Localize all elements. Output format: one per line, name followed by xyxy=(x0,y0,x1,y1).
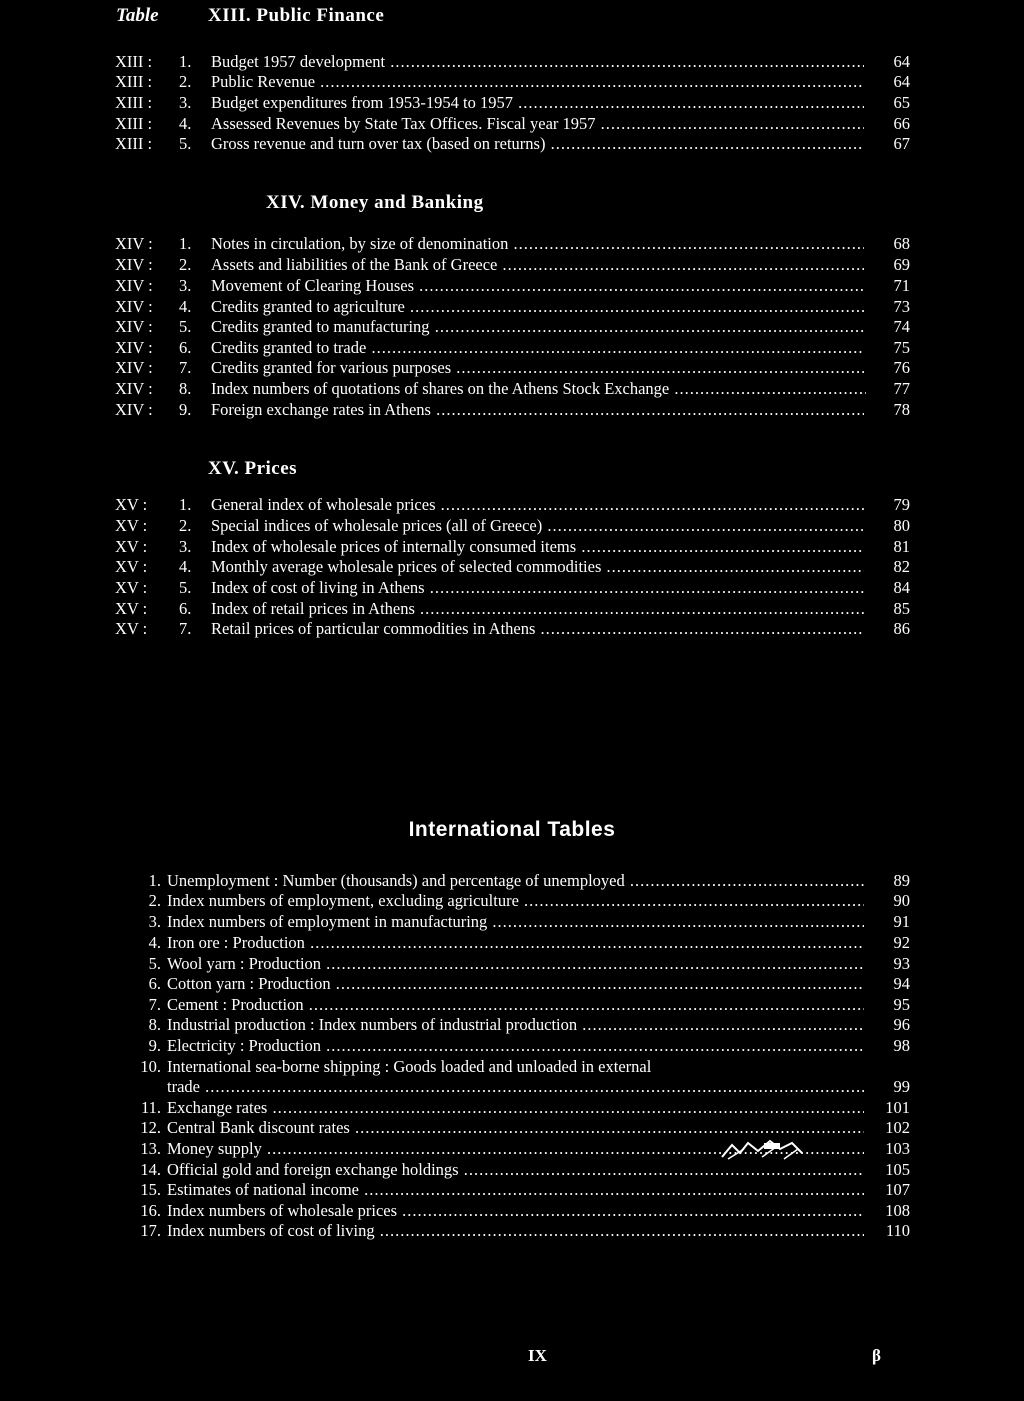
table-code: XIV : xyxy=(115,400,153,419)
toc-entry[interactable] xyxy=(115,1015,910,1035)
toc-entry[interactable] xyxy=(115,1098,910,1118)
page-number: 107 xyxy=(885,1180,910,1199)
entry-number: 2. xyxy=(179,72,192,91)
page-number: 89 xyxy=(893,871,910,890)
entry-number: 3. xyxy=(148,912,161,931)
page-number: 64 xyxy=(893,72,910,91)
toc-entry[interactable] xyxy=(115,495,910,515)
page-number: 93 xyxy=(893,954,910,973)
page-number: 75 xyxy=(893,338,910,357)
table-code: XIII : xyxy=(115,72,153,91)
page-number: 90 xyxy=(893,891,910,910)
table-code: XIV : xyxy=(115,234,153,253)
toc-entry[interactable] xyxy=(115,379,910,399)
page-number: 99 xyxy=(893,1077,910,1096)
toc-entry[interactable] xyxy=(115,114,910,134)
toc-entry[interactable] xyxy=(115,537,910,557)
entry-number: 8. xyxy=(148,1015,161,1034)
entry-number: 1. xyxy=(148,871,161,890)
entry-number: 4. xyxy=(179,114,192,133)
entry-number: 15. xyxy=(140,1180,161,1199)
entry-title: Central Bank discount rates ..... xyxy=(167,1118,864,1138)
entry-title: Assets and liabilities of the Bank of Greece ..... xyxy=(211,255,864,275)
entry-title: Monthly average wholesale prices of selected commodities ..... xyxy=(211,557,864,577)
page-number: 108 xyxy=(885,1201,910,1220)
page-number: 86 xyxy=(893,619,910,638)
entry-number: 12. xyxy=(140,1118,161,1137)
entry-title: Notes in circulation, by size of denomination ..... xyxy=(211,234,864,254)
page-number-roman: IX xyxy=(528,1346,547,1365)
toc-entry[interactable] xyxy=(115,134,910,154)
entry-title: Iron ore : Production ..... xyxy=(167,933,864,953)
entry-number: 9. xyxy=(148,1036,161,1055)
page-number: 68 xyxy=(893,234,910,253)
page-number: 92 xyxy=(893,933,910,952)
page-number: 105 xyxy=(885,1160,910,1179)
entry-title: Special indices of wholesale prices (all of Greece) ..... xyxy=(211,516,864,536)
page-number: 98 xyxy=(893,1036,910,1055)
entry-title: Public Revenue ..... xyxy=(211,72,864,92)
toc-entry[interactable] xyxy=(115,400,910,420)
page-number: 64 xyxy=(893,52,910,71)
table-code: XV : xyxy=(115,495,148,514)
toc-entry[interactable] xyxy=(115,557,910,577)
table-code: XIV : xyxy=(115,338,153,357)
section-title-xiii: XIII. Public Finance xyxy=(208,5,385,26)
page-number: 95 xyxy=(893,995,910,1014)
page-number: 103 xyxy=(885,1139,910,1158)
table-code: XV : xyxy=(115,619,148,638)
toc-entry[interactable] xyxy=(115,954,910,974)
toc-entry[interactable] xyxy=(115,871,910,891)
toc-entry[interactable] xyxy=(115,338,910,358)
page-number: 79 xyxy=(893,495,910,514)
entry-title: Index of cost of living in Athens ..... xyxy=(211,578,864,598)
entry-title: Index numbers of employment in manufacturing ..... xyxy=(167,912,864,932)
toc-entry[interactable] xyxy=(115,1221,910,1241)
toc-entry[interactable] xyxy=(115,933,910,953)
entry-title: Electricity : Production ..... xyxy=(167,1036,864,1056)
table-code: XIV : xyxy=(115,317,153,336)
entry-title: Credits granted for various purposes ..... xyxy=(211,358,864,378)
entry-number: 10. xyxy=(140,1057,161,1076)
toc-entry[interactable] xyxy=(115,276,910,296)
entry-title: International sea-borne shipping : Goods loaded and unloaded in external xyxy=(167,1057,652,1076)
entry-title: Money supply ..... xyxy=(167,1139,864,1159)
toc-entry[interactable] xyxy=(115,297,910,317)
toc-entry-continuation[interactable] xyxy=(115,1077,910,1097)
page-number: 74 xyxy=(893,317,910,336)
entry-title: Budget 1957 development ..... xyxy=(211,52,864,72)
table-code: XV : xyxy=(115,516,148,535)
page-number: 69 xyxy=(893,255,910,274)
toc-entry[interactable] xyxy=(115,912,910,932)
stamp-smudge-icon xyxy=(718,1137,806,1161)
page-number: 71 xyxy=(893,276,910,295)
entry-number: 17. xyxy=(140,1221,161,1240)
entry-title: Credits granted to trade ..... xyxy=(211,338,864,358)
entry-title: Index of wholesale prices of internally consumed items ..... xyxy=(211,537,864,557)
entry-number: 4. xyxy=(148,933,161,952)
page-number: 81 xyxy=(893,537,910,556)
entry-number: 3. xyxy=(179,537,192,556)
page-number: 65 xyxy=(893,93,910,112)
entry-number: 1. xyxy=(179,495,192,514)
entry-number: 4. xyxy=(179,297,192,316)
table-code: XV : xyxy=(115,537,148,556)
table-code: XIV : xyxy=(115,255,153,274)
entry-title: Budget expenditures from 1953-1954 to 1957 ..... xyxy=(211,93,864,113)
entry-number: 7. xyxy=(148,995,161,1014)
toc-entry[interactable] xyxy=(115,358,910,378)
toc-entry[interactable] xyxy=(115,1160,910,1180)
entry-number: 2. xyxy=(179,516,192,535)
signature-mark: β xyxy=(872,1346,881,1365)
page-number: 96 xyxy=(893,1015,910,1034)
entry-title: Exchange rates ..... xyxy=(167,1098,864,1118)
entry-number: 7. xyxy=(179,358,192,377)
entry-title: Unemployment : Number (thousands) and percentage of unemployed ..... xyxy=(167,871,864,891)
toc-entry[interactable] xyxy=(115,599,910,619)
table-code: XIV : xyxy=(115,379,153,398)
entry-number: 8. xyxy=(179,379,192,398)
toc-entry[interactable] xyxy=(115,974,910,994)
section-title-xv: XV. Prices xyxy=(208,458,298,479)
table-code: XIV : xyxy=(115,276,153,295)
entry-number: 6. xyxy=(179,599,192,618)
toc-entry[interactable] xyxy=(115,578,910,598)
entry-title: Cement : Production ..... xyxy=(167,995,864,1015)
toc-entry[interactable] xyxy=(115,52,910,72)
entry-number: 11. xyxy=(140,1098,161,1117)
toc-entry[interactable] xyxy=(115,1201,910,1221)
entry-title: trade ..... xyxy=(167,1077,864,1097)
page-number: 73 xyxy=(893,297,910,316)
entry-title: Retail prices of particular commodities in Athens ..... xyxy=(211,619,864,639)
entry-number: 1. xyxy=(179,234,192,253)
entry-number: 3. xyxy=(179,276,192,295)
toc-entry[interactable] xyxy=(115,995,910,1015)
page-number: 76 xyxy=(893,358,910,377)
toc-entry[interactable] xyxy=(115,1118,910,1138)
page-number: 85 xyxy=(893,599,910,618)
page-number: 84 xyxy=(893,578,910,597)
entry-title: Official gold and foreign exchange holdings ..... xyxy=(167,1160,864,1180)
toc-entry[interactable] xyxy=(115,255,910,275)
entry-title: Industrial production : Index numbers of industrial production ..... xyxy=(167,1015,864,1035)
entry-number: 3. xyxy=(179,93,192,112)
entry-title: Gross revenue and turn over tax (based on returns) ..... xyxy=(211,134,864,154)
section-title-xiv: XIV. Money and Banking xyxy=(266,192,484,213)
toc-entry[interactable] xyxy=(115,72,910,92)
entry-title: Index numbers of wholesale prices ..... xyxy=(167,1201,864,1221)
table-code: XIII : xyxy=(115,93,153,112)
entry-title: Index of retail prices in Athens ..... xyxy=(211,599,864,619)
toc-entry[interactable] xyxy=(115,93,910,113)
entry-number: 14. xyxy=(140,1160,161,1179)
entry-number: 16. xyxy=(140,1201,161,1220)
table-code: XIV : xyxy=(115,358,153,377)
international-tables-heading: International Tables xyxy=(408,818,616,841)
toc-entry[interactable] xyxy=(115,234,910,254)
page-number: 110 xyxy=(885,1221,910,1240)
entry-title: Credits granted to agriculture ..... xyxy=(211,297,864,317)
toc-entry[interactable] xyxy=(115,891,910,911)
table-code: XV : xyxy=(115,578,148,597)
entry-number: 7. xyxy=(179,619,192,638)
entry-title: Foreign exchange rates in Athens ..... xyxy=(211,400,864,420)
page-number: 82 xyxy=(893,557,910,576)
page-number: 94 xyxy=(893,974,910,993)
table-code: XV : xyxy=(115,599,148,618)
page-number: 102 xyxy=(885,1118,910,1137)
entry-number: 5. xyxy=(179,578,192,597)
toc-entry[interactable] xyxy=(115,1036,910,1056)
page-number: 77 xyxy=(893,379,910,398)
entry-number: 2. xyxy=(148,891,161,910)
table-code: XIV : xyxy=(115,297,153,316)
entry-number: 6. xyxy=(179,338,192,357)
entry-title: Index numbers of cost of living ..... xyxy=(167,1221,864,1241)
table-code: XV : xyxy=(115,557,148,576)
page-number: 80 xyxy=(893,516,910,535)
page-number: 78 xyxy=(893,400,910,419)
entry-title: General index of wholesale prices ..... xyxy=(211,495,864,515)
entry-number: 5. xyxy=(148,954,161,973)
page-number: 66 xyxy=(893,114,910,133)
toc-entry[interactable] xyxy=(115,516,910,536)
toc-entry[interactable] xyxy=(115,619,910,639)
page-number: 101 xyxy=(885,1098,910,1117)
entry-title: Wool yarn : Production ..... xyxy=(167,954,864,974)
entry-title: Assessed Revenues by State Tax Offices. Fiscal year 1957 ..... xyxy=(211,114,864,134)
entry-title: Index numbers of quotations of shares on the Athens Stock Exchange ..... xyxy=(211,379,866,399)
entry-title: Index numbers of employment, excluding agriculture ..... xyxy=(167,891,864,911)
toc-entry[interactable] xyxy=(115,1180,910,1200)
entry-number: 5. xyxy=(179,317,192,336)
table-code: XIII : xyxy=(115,134,153,153)
entry-number: 6. xyxy=(148,974,161,993)
page-number: 91 xyxy=(893,912,910,931)
toc-entry[interactable] xyxy=(115,317,910,337)
page-number: 67 xyxy=(893,134,910,153)
entry-title: Movement of Clearing Houses ..... xyxy=(211,276,864,296)
entry-number: 9. xyxy=(179,400,192,419)
entry-title: Credits granted to manufacturing ..... xyxy=(211,317,864,337)
entry-number: 13. xyxy=(140,1139,161,1158)
entry-title: Estimates of national income ..... xyxy=(167,1180,864,1200)
table-heading-label: Table xyxy=(116,5,159,26)
table-code: XIII : xyxy=(115,114,153,133)
entry-title: Cotton yarn : Production ..... xyxy=(167,974,864,994)
entry-number: 4. xyxy=(179,557,192,576)
entry-number: 2. xyxy=(179,255,192,274)
entry-number: 5. xyxy=(179,134,192,153)
entry-number: 1. xyxy=(179,52,192,71)
toc-entry[interactable] xyxy=(115,1057,910,1077)
table-code: XIII : xyxy=(115,52,153,71)
